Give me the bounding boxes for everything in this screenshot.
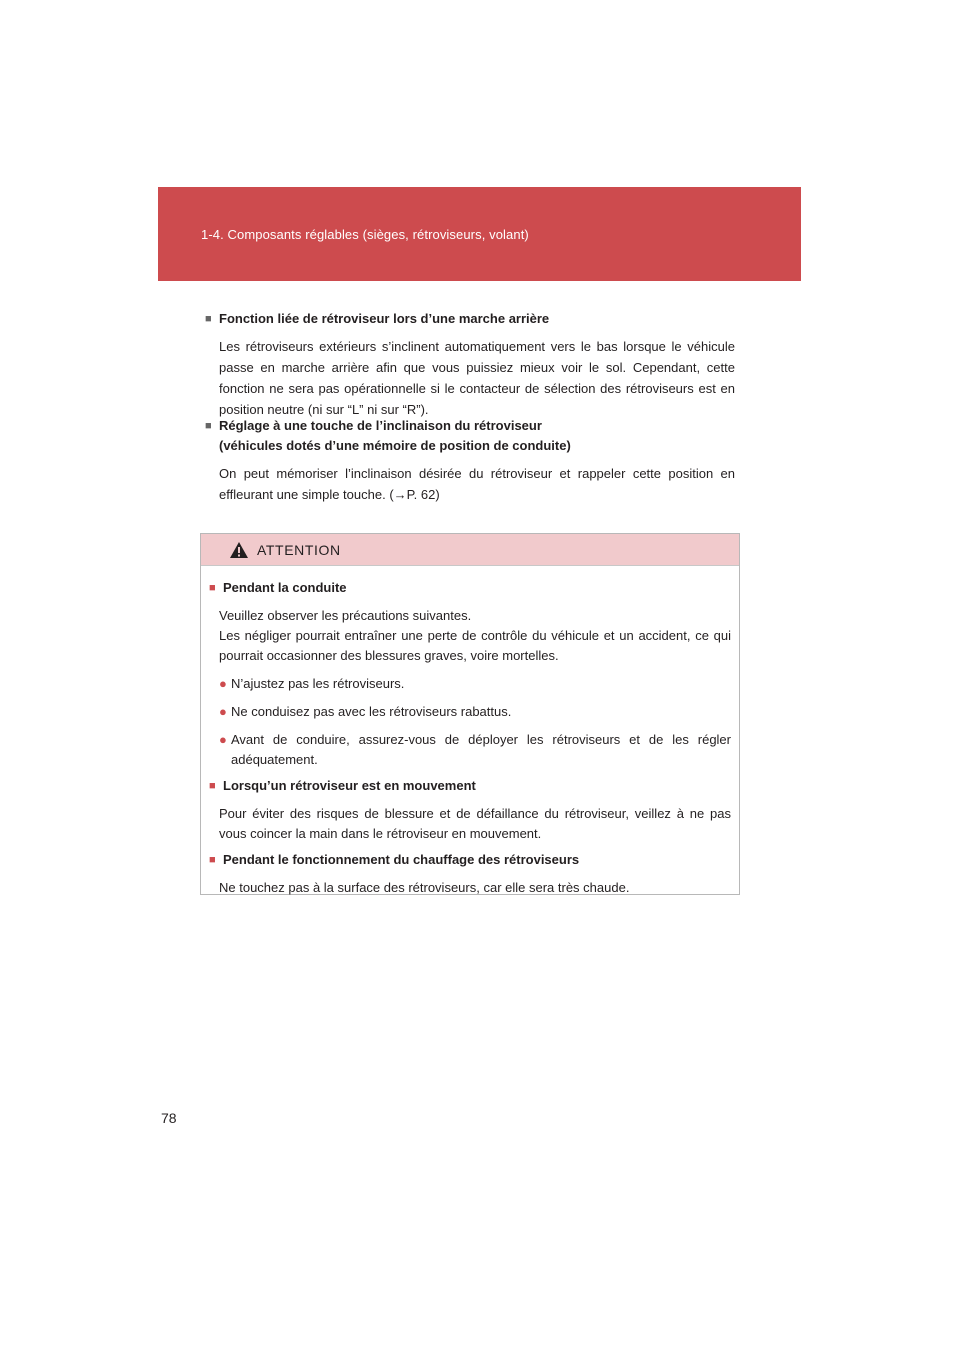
page-number: 78: [161, 1110, 177, 1126]
warning-bullet: ● Ne conduisez pas avec les rétroviseurs rabattus.: [219, 702, 731, 722]
section-reverse-tilt: [205, 309, 735, 420]
square-bullet-icon: ■: [209, 780, 216, 792]
warning-text: Ne touchez pas à la surface des rétroviseurs, car elle sera très chaude.: [219, 880, 630, 895]
square-bullet-icon: ■: [205, 420, 212, 432]
square-bullet-icon: ■: [209, 854, 216, 866]
warning-text: Pour éviter des risques de blessure et de défaillance du rétroviseur, veillez à ne pas vous coincer la main dans le rétroviseur en mouvement.: [219, 806, 731, 841]
attention-box: [200, 533, 740, 895]
warning-bullet: ● Avant de conduire, assurez-vous de déployer les rétroviseurs et de les régler adéquatement.: [219, 730, 731, 770]
square-bullet-icon: ■: [209, 582, 216, 594]
warning-text: Veuillez observer les précautions suivantes.: [219, 608, 472, 623]
section-body: Les rétroviseurs extérieurs s’inclinent automatiquement vers le bas lorsque le véhicule passe en marche arrière afin que vous puissiez mieux voir le sol. Cependant, cette fonction ne sera pas opérationnelle si le contacteur de sélection des rétroviseurs est en position neutre (ni sur “L” ni sur “R”).: [219, 339, 735, 417]
warning-text: Les négliger pourrait entraîner une perte de contrôle du véhicule et un accident, ce qui pourrait occasionner des blessures graves, voire mortelles.: [219, 628, 731, 663]
round-bullet-icon: ●: [219, 704, 227, 719]
chapter-header: [158, 187, 801, 281]
section-heading: ■ Réglage à une touche de l’inclinaison du rétroviseur (véhicules dotés d’une mémoire de position de conduite): [205, 416, 735, 456]
warning-heading: ■ Pendant le fonctionnement du chauffage des rétroviseurs: [209, 850, 731, 870]
attention-title: ATTENTION: [257, 541, 341, 558]
chapter-title: 1-4. Composants réglables (sièges, rétroviseurs, volant): [201, 227, 529, 242]
section-body: On peut mémoriser l’inclinaison désirée du rétroviseur et rappeler cette position en effleurant une simple touche. (→P. 62): [219, 466, 735, 502]
square-bullet-icon: ■: [205, 313, 212, 325]
warning-heading: ■ Lorsqu’un rétroviseur est en mouvement: [209, 776, 731, 796]
section-heading: ■ Fonction liée de rétroviseur lors d’une marche arrière: [205, 309, 735, 329]
section-one-touch-tilt: [205, 416, 735, 505]
round-bullet-icon: ●: [219, 676, 227, 691]
warning-triangle-icon: [229, 541, 249, 559]
round-bullet-icon: ●: [219, 732, 227, 747]
attention-header: [201, 534, 739, 566]
warning-bullet: ● N’ajustez pas les rétroviseurs.: [219, 674, 731, 694]
warning-heading: ■ Pendant la conduite: [209, 578, 731, 598]
